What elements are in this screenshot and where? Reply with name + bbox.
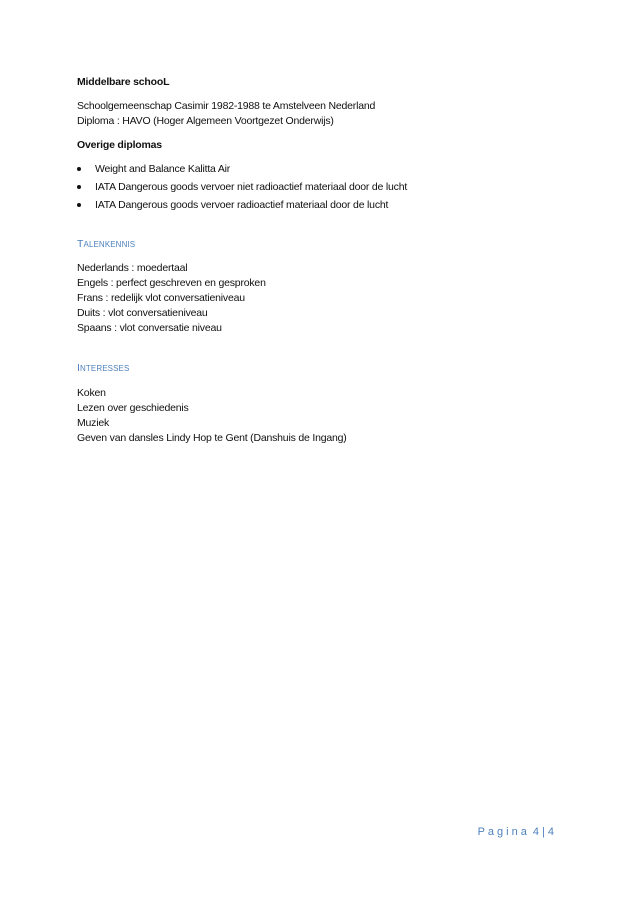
language-line: Duits : vlot conversatieniveau (77, 307, 208, 319)
interests-heading-initial: I (77, 362, 81, 374)
bullet-icon (77, 185, 81, 189)
list-item (77, 196, 557, 214)
languages-details (77, 261, 557, 336)
bullet-icon (77, 167, 81, 171)
bullet-icon (77, 203, 81, 207)
interest-line: Muziek (77, 417, 110, 429)
interests-heading (77, 361, 557, 376)
education-heading: Middelbare schooL (77, 76, 170, 88)
language-line: Engels : perfect geschreven en gesproken (77, 277, 266, 289)
language-line: Nederlands : moedertaal (77, 262, 188, 274)
diplomas-heading: Overige diplomas (77, 139, 162, 151)
languages-section (77, 237, 557, 252)
diploma-text: IATA Dangerous goods vervoer niet radioactief materiaal door de lucht (95, 181, 408, 193)
footer-separator: | (542, 826, 545, 838)
page-footer (478, 826, 554, 838)
interest-line: Lezen over geschiedenis (77, 402, 189, 414)
diploma-text: Weight and Balance Kalitta Air (95, 163, 231, 175)
footer-page-word: Pagina (477, 826, 530, 838)
interests-section (77, 361, 557, 376)
language-line: Frans : redelijk vlot conversatieniveau (77, 292, 245, 304)
footer-page-current: 4 (532, 826, 540, 838)
languages-heading-initial: T (77, 238, 84, 250)
diplomas-list (77, 160, 557, 214)
list-item (77, 160, 557, 178)
interests-details (77, 386, 557, 446)
languages-heading-rest: ALENKENNIS (83, 240, 136, 249)
languages-heading (77, 237, 557, 252)
education-details (77, 99, 557, 129)
list-item (77, 178, 557, 196)
interests-heading-rest: NTERESSES (80, 364, 130, 373)
diplomas-section (77, 138, 557, 153)
interest-line: Koken (77, 387, 106, 399)
education-line: Diploma : HAVO (Hoger Algemeen Voortgezet Onderwijs) (77, 115, 334, 127)
diploma-text: IATA Dangerous goods vervoer radioactief materiaal door de lucht (95, 199, 389, 211)
footer-page-total: 4 (547, 826, 554, 838)
diplomas-list-wrapper (77, 160, 557, 214)
education-line: Schoolgemeenschap Casimir 1982-1988 te Amstelveen Nederland (77, 100, 376, 112)
language-line: Spaans : vlot conversatie niveau (77, 322, 222, 334)
interest-line: Geven van dansles Lindy Hop te Gent (Danshuis de Ingang) (77, 432, 347, 444)
education-section (77, 75, 557, 90)
